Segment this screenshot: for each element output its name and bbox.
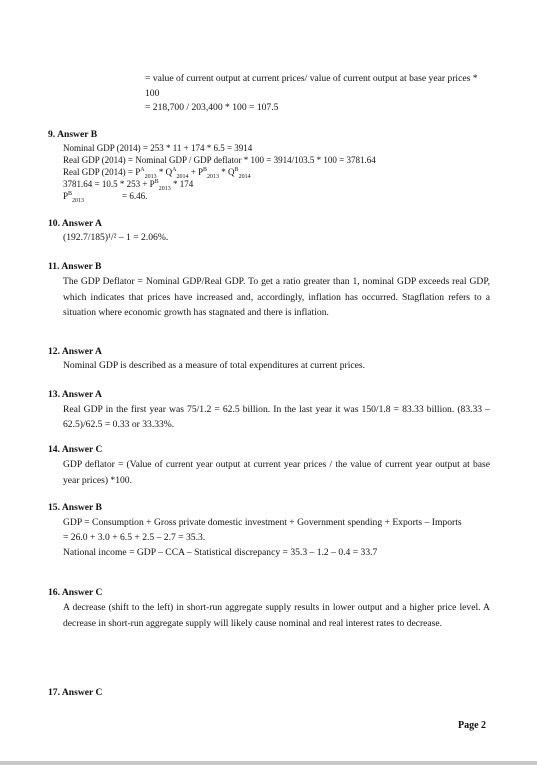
subscript: 2013 (207, 173, 220, 180)
text-segment: Real GDP (2014) = P (63, 167, 141, 177)
subscript: 2014 (176, 173, 189, 180)
answer-15 (48, 501, 490, 560)
answer-title: 16. Answer C (48, 587, 103, 598)
answer-title: 12. Answer A (48, 346, 102, 357)
formula-calculation: = 218,700 / 203,400 * 100 = 107.5 (145, 102, 279, 113)
answer-title: 17. Answer C (48, 687, 103, 698)
national-income-calculation: National income = GDP – CCA – Statistical discrepancy = 35.3 – 1.2 – 0.4 = 33.7 (63, 547, 378, 558)
answer-body: Real GDP in the first year was 75/1.2 = 62.5 billion. In the last year it was 150/1.8 = 83.33 billion. (83.33 – 62.5)/62.5 = 0.33 or 33.33%. (63, 404, 490, 430)
text-segment: * Q (219, 167, 235, 177)
page-number: Page 2 (458, 720, 487, 731)
page-bottom-edge (0, 761, 537, 765)
answer-title: 9. Answer B (48, 129, 98, 140)
answer-9 (48, 128, 490, 202)
gdp-calculation: = 26.0 + 3.0 + 6.5 + 2.5 – 2.7 = 35.3. (63, 532, 206, 543)
answer-17 (48, 686, 490, 700)
answer-body (48, 142, 490, 202)
answer-title: 13. Answer A (48, 389, 102, 400)
subscript: 2014 (238, 173, 251, 180)
answer-10 (48, 217, 490, 245)
answer-12 (48, 345, 490, 373)
subscript: 2013 (72, 197, 85, 204)
superscript: B (203, 167, 208, 173)
answer-title: 14. Answer C (48, 444, 103, 455)
subscript: 2013 (144, 173, 157, 180)
real-gdp-values-line (63, 178, 490, 190)
superscript: B (234, 167, 239, 173)
gdp-expenditure-formula: GDP = Consumption + Gross private domestic investment + Government spending + Exports – Imports (63, 517, 462, 528)
answer-body: Nominal GDP is described as a measure of total expenditures at current prices. (63, 360, 366, 371)
superscript: A (172, 167, 177, 173)
answer-body: A decrease (shift to the left) in short-run aggregate supply results in lower output and a higher price level. A decrease in short-run aggregate supply will likely cause nominal and real interest rates to decrease. (63, 602, 490, 629)
answer-14 (48, 443, 490, 488)
text-segment: P (63, 191, 69, 201)
superscript: B (154, 179, 159, 185)
answer-body: GDP deflator = (Value of current year output at current year prices / the value of current year output at base year prices) *100. (63, 459, 490, 486)
subscript: 2013 (158, 185, 171, 192)
answer-16 (48, 586, 490, 631)
answer-body: The GDP Deflator = Nominal GDP/Real GDP. To get a ratio greater than 1, nominal GDP exceeds real GDP, which indicates that prices have increased and, accordingly, inflation has occurred. Stagflation refers to a situation where economic growth has stagnated and there is inflation. (63, 276, 490, 318)
answer-body (48, 515, 490, 560)
superscript: A (140, 167, 145, 173)
price-result-line (63, 190, 490, 202)
nominal-gdp-line: Nominal GDP (2014) = 253 * 11 + 174 * 6.5 = 3914 (63, 143, 253, 153)
text-segment: * 174 (170, 179, 194, 189)
text-segment: 3781.64 = 10.5 * 253 + P (63, 179, 155, 189)
text-segment: + P (188, 167, 204, 177)
answer-title: 11. Answer B (48, 261, 102, 272)
answer-13 (48, 388, 490, 432)
answer-11 (48, 260, 490, 321)
superscript: B (68, 191, 73, 197)
text-segment: = 6.46. (122, 191, 148, 201)
answer-title: 10. Answer A (48, 218, 102, 229)
formula-definition: = value of current output at current prices/ value of current output at base year prices * 100 (145, 73, 478, 99)
real-gdp-formula-line (63, 166, 490, 178)
answer-body: (192.7/185)¹/² – 1 = 2.06%. (63, 232, 169, 243)
real-gdp-deflator-line: Real GDP (2014) = Nominal GDP / GDP deflator * 100 = 3914/103.5 * 100 = 3781.64 (63, 155, 376, 165)
answer-title: 15. Answer B (48, 502, 102, 513)
text-segment: * Q (156, 167, 173, 177)
continued-formula (145, 72, 490, 116)
